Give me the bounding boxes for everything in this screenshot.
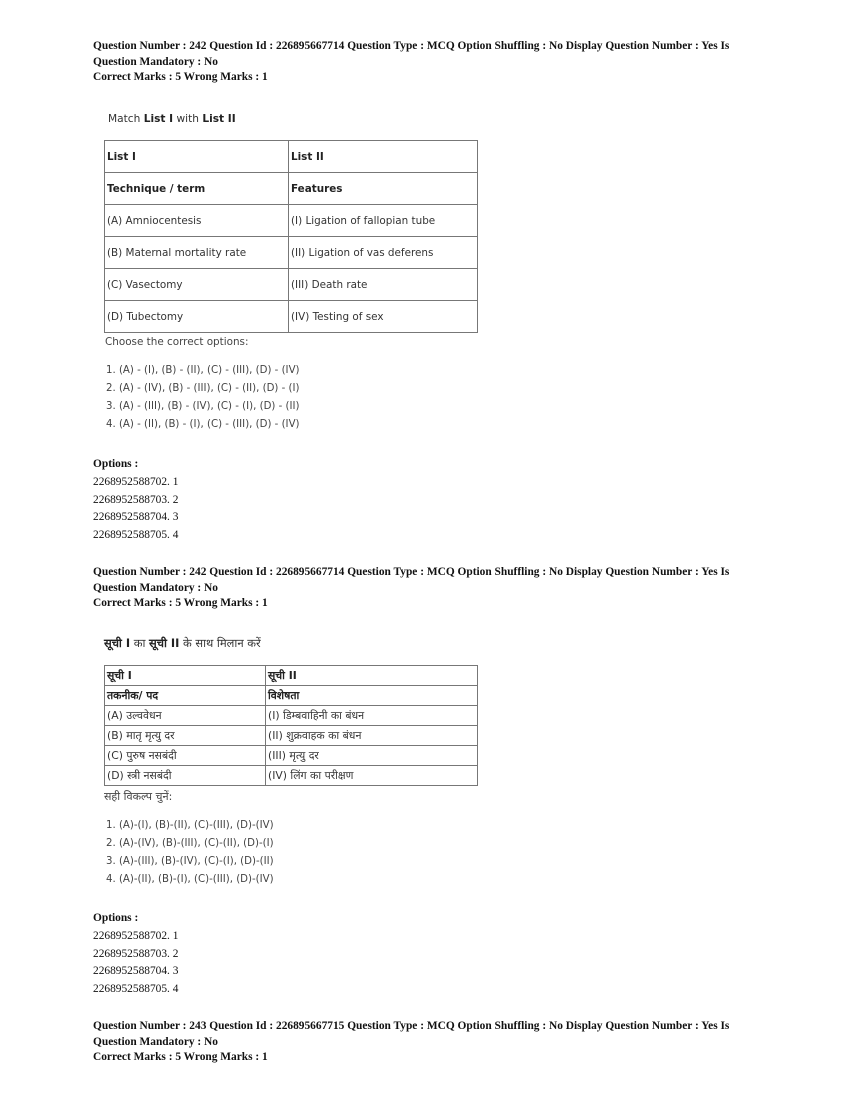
table-row [105, 237, 478, 269]
prompt-text: Match [108, 113, 144, 125]
answer-choices-hi [106, 817, 274, 889]
question-mandatory-line: Question Mandatory : No [93, 55, 218, 68]
answer-choice: 1. (A) - (I), (B) - (II), (C) - (III), (D) - (IV) [106, 365, 300, 376]
table-header-cell: Technique / term [105, 173, 289, 205]
option-id: 2268952588704. 3 [93, 511, 179, 524]
match-table-en [104, 140, 478, 333]
options-label: Options : [93, 912, 139, 924]
option-id: 2268952588705. 4 [93, 983, 179, 996]
prompt-text: का [130, 636, 150, 650]
table-cell: (D) Tubectomy [105, 301, 289, 333]
table-cell: (C) पुरुष नसबंदी [105, 746, 266, 766]
option-id: 2268952588702. 1 [93, 929, 179, 942]
answer-choice: 1. (A)-(I), (B)-(II), (C)-(III), (D)-(IV) [106, 820, 274, 831]
table-subheader-row [105, 173, 478, 205]
match-table-hi [104, 665, 478, 786]
option-id: 2268952588703. 2 [93, 947, 179, 960]
choose-instruction-hi: सही विकल्प चुनें: [104, 790, 173, 803]
table-header-cell: सूची II [266, 666, 478, 686]
table-cell: (B) Maternal mortality rate [105, 237, 289, 269]
option-id: 2268952588705. 4 [93, 529, 179, 542]
table-cell: (C) Vasectomy [105, 269, 289, 301]
table-header-cell: सूची I [105, 666, 266, 686]
prompt-text: with [173, 113, 203, 125]
table-header-cell: Features [289, 173, 478, 205]
table-cell: (I) डिम्बवाहिनी का बंधन [266, 706, 478, 726]
marks-line: Correct Marks : 5 Wrong Marks : 1 [93, 597, 268, 609]
table-row [105, 205, 478, 237]
table-cell: (III) Death rate [289, 269, 478, 301]
question-meta-line: Question Number : 242 Question Id : 226895667714 Question Type : MCQ Option Shuffling : No Display Question Number : Yes Is [93, 40, 730, 52]
table-row [105, 726, 478, 746]
prompt-list-2: सूची II [149, 636, 180, 650]
table-header-row [105, 666, 478, 686]
prompt-list-2: List II [202, 113, 236, 125]
answer-choice: 3. (A) - (III), (B) - (IV), (C) - (I), (D) - (II) [106, 401, 300, 412]
options-label: Options : [93, 458, 139, 470]
option-id: 2268952588702. 1 [93, 475, 179, 488]
question-prompt-en [108, 113, 236, 125]
answer-choice: 4. (A) - (II), (B) - (I), (C) - (III), (D) - (IV) [106, 419, 300, 430]
prompt-list-1: List I [143, 113, 174, 125]
table-cell: (II) Ligation of vas deferens [289, 237, 478, 269]
table-cell: (IV) लिंग का परीक्षण [266, 766, 478, 786]
prompt-text: के साथ मिलान करें [179, 636, 261, 650]
choose-instruction-en: Choose the correct options: [105, 336, 249, 348]
table-cell: (D) स्त्री नसबंदी [105, 766, 266, 786]
table-header-cell: तकनीक/ पद [105, 686, 266, 706]
table-cell: (II) शुक्रवाहक का बंधन [266, 726, 478, 746]
question-meta-line: Question Number : 242 Question Id : 226895667714 Question Type : MCQ Option Shuffling : No Display Question Number : Yes Is [93, 566, 730, 578]
table-subheader-row [105, 686, 478, 706]
answer-choice: 3. (A)-(III), (B)-(IV), (C)-(I), (D)-(II) [106, 856, 274, 867]
options-block-1 [93, 456, 178, 545]
answer-choice: 4. (A)-(II), (B)-(I), (C)-(III), (D)-(IV) [106, 874, 274, 885]
answer-choice: 2. (A) - (IV), (B) - (III), (C) - (II), (D) - (I) [106, 383, 300, 394]
question-mandatory-line: Question Mandatory : No [93, 1035, 218, 1048]
question-header-3 [93, 1019, 773, 1066]
question-header-1 [93, 39, 773, 86]
table-row [105, 766, 478, 786]
table-cell: (A) Amniocentesis [105, 205, 289, 237]
prompt-list-1: सूची I [104, 636, 131, 650]
table-header-cell: List II [289, 141, 478, 173]
option-id: 2268952588703. 2 [93, 493, 179, 506]
table-cell: (IV) Testing of sex [289, 301, 478, 333]
question-header-2 [93, 565, 773, 612]
option-id: 2268952588704. 3 [93, 965, 179, 978]
options-block-2 [93, 910, 178, 999]
table-cell: (III) मृत्यु दर [266, 746, 478, 766]
table-cell: (A) उल्ववेधन [105, 706, 266, 726]
answer-choices-en [106, 362, 300, 434]
marks-line: Correct Marks : 5 Wrong Marks : 1 [93, 1051, 268, 1063]
table-cell: (B) मातृ मृत्यु दर [105, 726, 266, 746]
table-header-cell: विशेषता [266, 686, 478, 706]
question-prompt-hi [104, 636, 261, 651]
table-row [105, 269, 478, 301]
table-header-cell: List I [105, 141, 289, 173]
table-cell: (I) Ligation of fallopian tube [289, 205, 478, 237]
answer-choice: 2. (A)-(IV), (B)-(III), (C)-(II), (D)-(I) [106, 838, 274, 849]
table-header-row [105, 141, 478, 173]
table-row [105, 746, 478, 766]
question-mandatory-line: Question Mandatory : No [93, 581, 218, 594]
marks-line: Correct Marks : 5 Wrong Marks : 1 [93, 71, 268, 83]
question-meta-line: Question Number : 243 Question Id : 226895667715 Question Type : MCQ Option Shuffling : No Display Question Number : Yes Is [93, 1020, 730, 1032]
table-row [105, 706, 478, 726]
table-row [105, 301, 478, 333]
